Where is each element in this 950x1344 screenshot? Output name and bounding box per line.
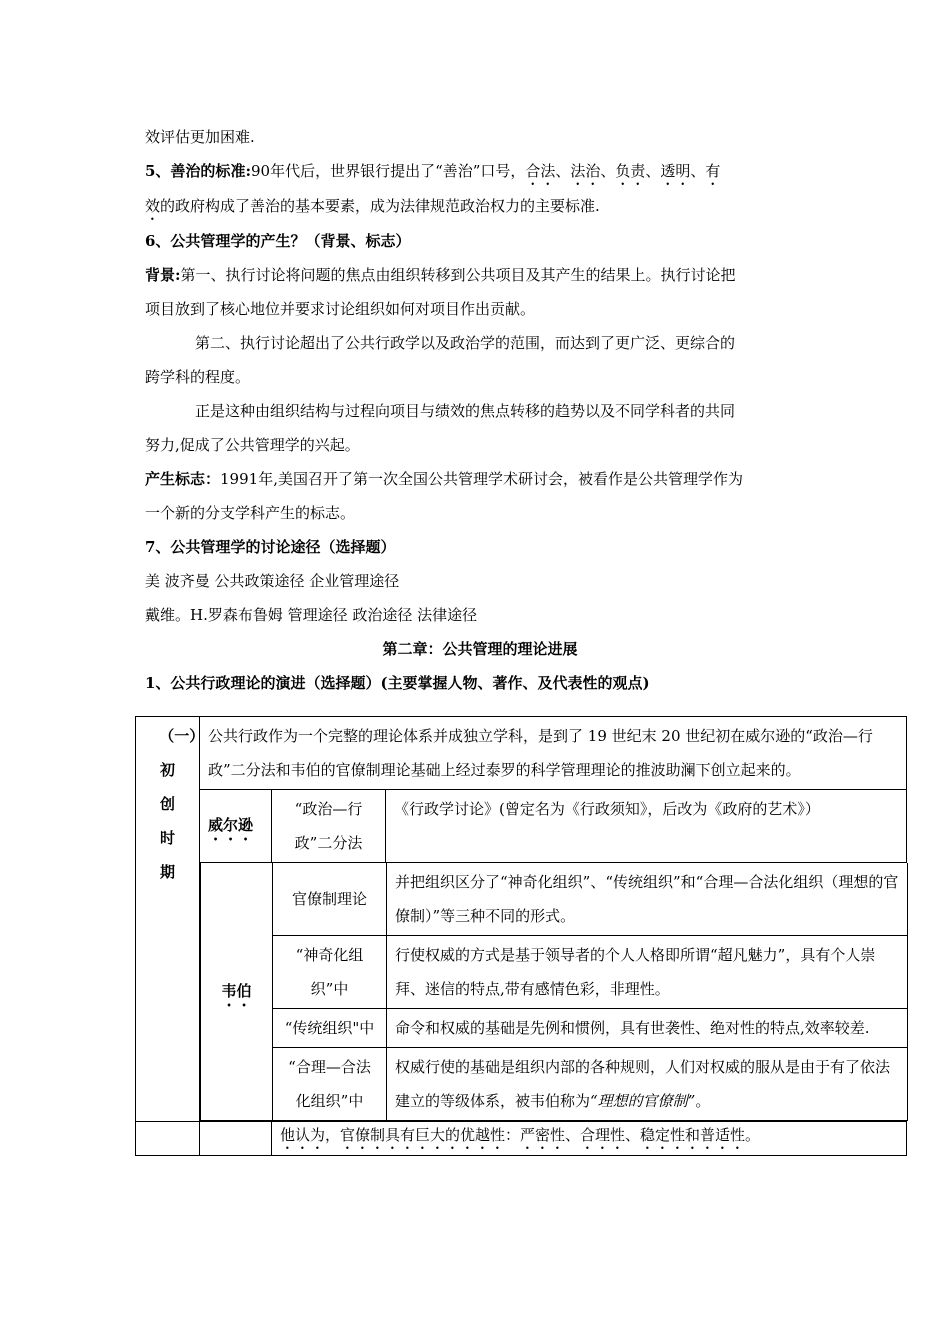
text-run: 。 [695, 1092, 711, 1110]
text-run: 的政府构成了善治的基本要素，成为法律规范政治权力的主要标准. [160, 197, 600, 215]
bottom-cell [272, 1122, 907, 1156]
section-heading: 5、善治的标准: [145, 162, 251, 180]
desc-cell: 行使权威的方式是基于领导者的个人人格即所谓“超凡魅力”，具有个人崇拜、迷信的特点,带有感情色彩，非理性。 [387, 936, 908, 1009]
emphasis-text: 合法、法治、负责、透明、有 [525, 162, 721, 180]
paragraph-line [145, 189, 825, 224]
table-row [136, 863, 907, 1122]
table-row [201, 1009, 908, 1048]
desc-cell [387, 1048, 908, 1121]
table-row [136, 717, 907, 790]
background-paragraph [145, 258, 825, 292]
paragraph-line: 美 波齐曼 公共政策途径 企业管理途径 [145, 572, 400, 590]
table-row [136, 1122, 907, 1156]
section-5-good-governance [145, 154, 825, 189]
label-background: 背景: [145, 266, 181, 284]
emphasis-text: 效 [145, 197, 161, 215]
wilson-name-cell [200, 790, 272, 863]
document-body [145, 120, 825, 700]
term-cell: “神奇化组织”中 [273, 936, 387, 1009]
emphasis-text: 他认为，官僚制具有巨大的优越性：严密性、合理性、稳定性和普适性。 [280, 1126, 761, 1144]
text-run: 第一、执行讨论将问题的焦点由组织转移到公共项目及其产生的结果上。执行讨论把 [180, 266, 736, 284]
person-name: 韦伯 [221, 981, 252, 1000]
text-run: 90年代后，世界银行提出了“善治”口号， [250, 162, 526, 180]
paragraph-line: 戴维。H.罗森布鲁姆 管理途径 政治途径 法律途径 [145, 606, 478, 624]
stage-cell [136, 717, 205, 1122]
weber-subtable [200, 863, 908, 1121]
intro-cell: 公共行政作为一个完整的理论体系并成独立学科，是到了 19 世纪末 20 世纪初在威尔逊的“政治—行政”二分法和韦伯的官僚制理论基础上经过泰罗的科学管理理论的推波助澜下创立起来的。 [200, 717, 907, 790]
paragraph-line: 项目放到了核心地位并要求讨论组织如何对项目作出贡献。 [145, 300, 536, 318]
table-row [201, 1048, 908, 1121]
paragraph-line: 效评估更加困难. [145, 128, 255, 146]
desc-cell: 并把组织区分了“神奇化组织”、“传统组织”和“合理—合法化组织（理想的官僚制）”等三种不同的形式。 [387, 863, 908, 936]
table-row [136, 790, 907, 863]
table-row [201, 863, 908, 936]
wilson-work-cell: 《行政学讨论》(曾定名为《行政须知》，后改为《政府的艺术》） [386, 790, 907, 863]
paragraph-line: 第二、执行讨论超出了公共行政学以及政治学的范围，而达到了更广泛、更综合的 [195, 334, 736, 352]
wilson-theory-cell: “政治—行政”二分法 [272, 790, 386, 863]
empty-cell [136, 1122, 200, 1156]
table-row [201, 936, 908, 1009]
paragraph-line: 跨学科的程度。 [145, 368, 251, 386]
theory-table [135, 716, 907, 1156]
person-name: 威尔逊 [208, 816, 254, 834]
section-7-heading: 7、公共管理学的讨论途径（选择题） [145, 538, 396, 556]
paragraph-line: 正是这种由组织结构与过程向项目与绩效的焦点转移的趋势以及不同学科者的共同 [195, 402, 736, 420]
section-1-heading: 1、公共行政理论的演进（选择题）(主要掌握人物、著作、及代表性的观点) [145, 674, 650, 692]
chapter-title: 第二章：公共管理的理论进展 [382, 640, 578, 658]
section-6-heading: 6、公共管理学的产生？（背景、标志） [145, 232, 411, 250]
weber-name-cell [201, 863, 273, 1121]
empty-cell [200, 1122, 272, 1156]
text-run: 1991年,美国召开了第一次全国公共管理学术研讨会，被看作是公共管理学作为 [220, 470, 743, 488]
italic-term: “理想的官僚制” [590, 1092, 696, 1110]
term-cell: 官僚制理论 [273, 863, 387, 936]
paragraph-line: 努力,促成了公共管理学的兴起。 [145, 436, 360, 454]
text-run: 权威行使的基础是组织内部的各种规则，人们对权威的服从是由于有了依法建立的等级体系，被韦伯称为 [395, 1058, 891, 1110]
weber-block [200, 863, 907, 1122]
term-cell: “合理—合法化组织”中 [273, 1048, 387, 1121]
paragraph-line: 一个新的分支学科产生的标志。 [145, 504, 356, 522]
desc-cell: 命令和权威的基础是先例和惯例，具有世袭性、绝对性的特点,效率较差. [387, 1009, 908, 1048]
stage-label: （一）初创时期 [159, 727, 205, 881]
label-emergence: 产生标志： [145, 470, 221, 488]
emergence-paragraph [145, 462, 825, 496]
term-cell: “传统组织"中 [273, 1009, 387, 1048]
